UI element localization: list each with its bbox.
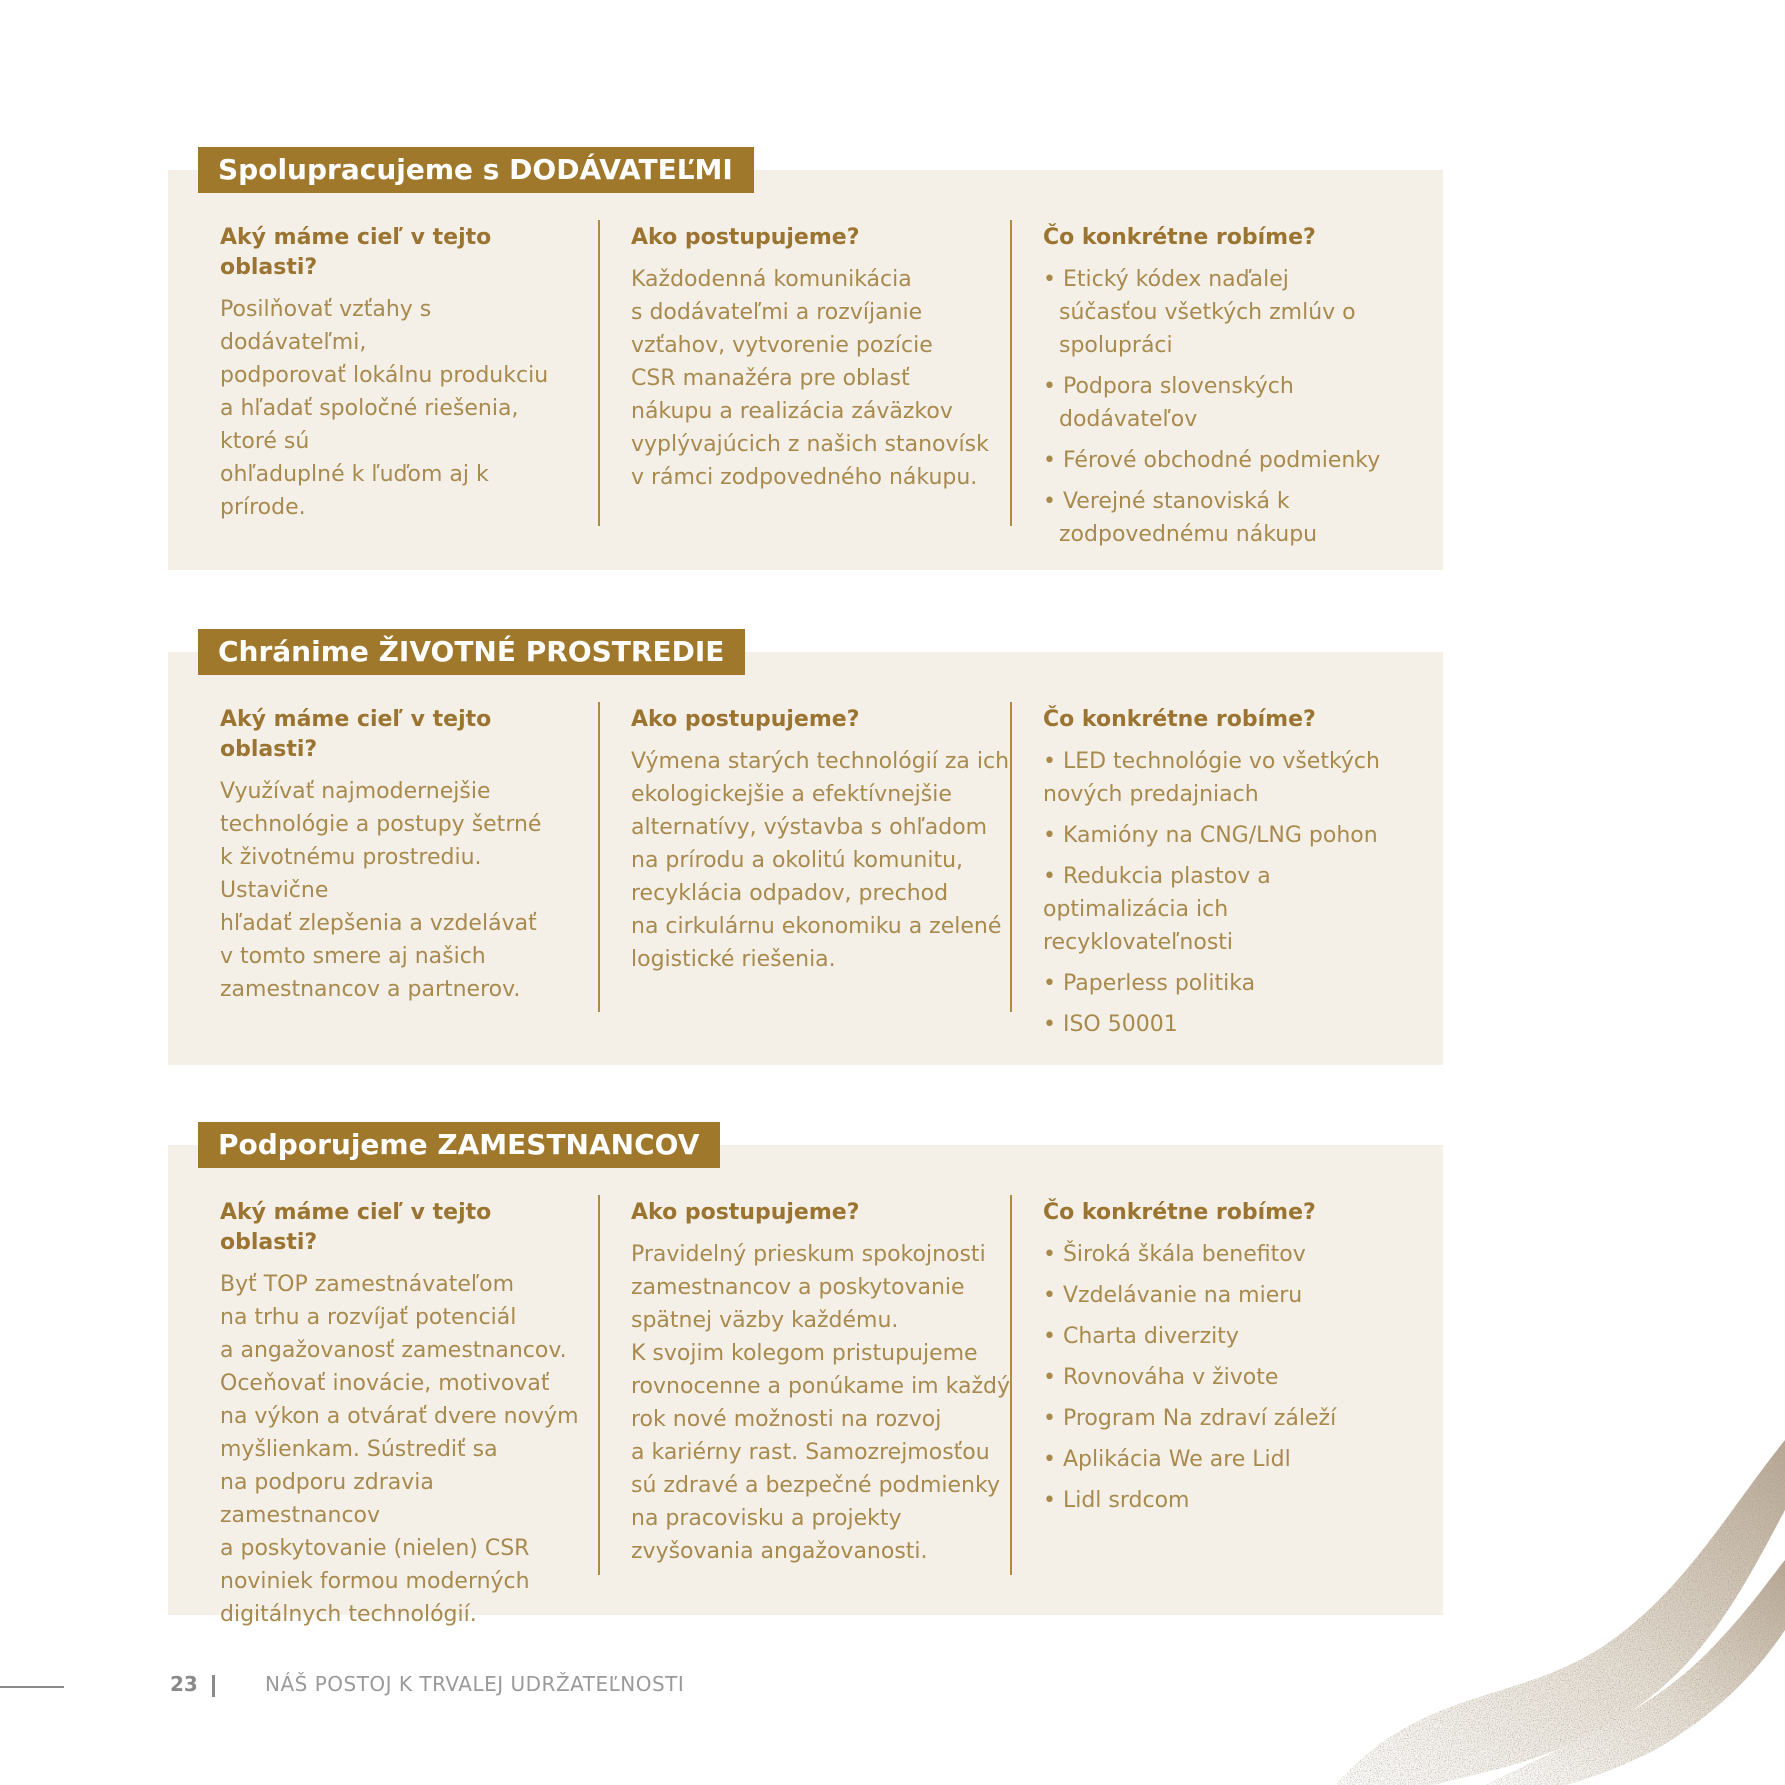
- list-item: • Verejné stanoviská k zodpovednému nákupu: [1043, 489, 1318, 547]
- column-text: Posilňovať vzťahy s dodávateľmi, podporovať lokálnu produkciu a hľadať spoločné riešenia, ktoré sú ohľaduplné k ľuďom aj k prírode.: [220, 297, 549, 520]
- list-item: • LED technológie vo všetkých nových predajniach: [1043, 749, 1380, 807]
- column-divider: [1010, 220, 1012, 526]
- column-divider: [1010, 702, 1012, 1012]
- section-suppliers: [168, 170, 1443, 570]
- section-environment: [168, 652, 1443, 1065]
- list-item: • Paperless politika: [1043, 971, 1256, 996]
- column-heading: Čo konkrétne robíme?: [1043, 1200, 1316, 1225]
- column-text: Byť TOP zamestnávateľom na trhu a rozvíjať potenciál a angažovanosť zamestnancov. Oceňovať inovácie, motivovať na výkon a otvárať dvere novým myšlienkam. Sústrediť sa na podporu zdravia zamestnancov a poskytovanie (nielen) CSR noviniek formou moderných digitálnych technológií.: [220, 1272, 579, 1627]
- column-divider: [598, 220, 600, 526]
- actions-column: [1043, 223, 1388, 559]
- list-item: • Rovnováha v živote: [1043, 1365, 1279, 1390]
- list-item: • Široká škála benefitov: [1043, 1242, 1306, 1267]
- actions-list: [1043, 745, 1398, 1041]
- list-item: • Program Na zdraví záleží: [1043, 1406, 1337, 1431]
- column-heading: Aký máme cieľ v tejto oblasti?: [220, 707, 492, 762]
- list-item: • Aplikácia We are Lidl: [1043, 1447, 1291, 1472]
- column-heading: Ako postupujeme?: [631, 225, 860, 250]
- column-heading: Ako postupujeme?: [631, 707, 860, 732]
- column-text: Výmena starých technológií za ich ekologickejšie a efektívnejšie alternatívy, výstavba s ohľadom na prírodu a okolitú komunitu, recyklácia odpadov, prechod na cirkulárnu ekonomiku a zelené logistické riešenia.: [631, 749, 1010, 972]
- footer-rule: [0, 1686, 64, 1688]
- column-heading: Čo konkrétne robíme?: [1043, 707, 1316, 732]
- column-text: Každodenná komunikácia s dodávateľmi a rozvíjanie vzťahov, vytvorenie pozície CSR manažéra pre oblasť nákupu a realizácia záväzkov vyplývajúcich z našich stanovísk v rámci zodpovedného nákupu.: [631, 267, 989, 490]
- footer-separator: [212, 1675, 215, 1697]
- column-text: Využívať najmodernejšie technológie a postupy šetrné k životnému prostrediu. Ustavične hľadať zlepšenia a vzdelávať v tomto smere aj našich zamestnancov a partnerov.: [220, 779, 542, 1002]
- section-title: Spolupracujeme s DODÁVATEĽMI: [198, 147, 754, 193]
- section-title: Chránime ŽIVOTNÉ PROSTREDIE: [198, 629, 745, 675]
- list-item: • ISO 50001: [1043, 1012, 1178, 1037]
- column-text: Pravidelný prieskum spokojnosti zamestnancov a poskytovanie spätnej väzby každému. K svojim kolegom pristupujeme rovnocenne a ponúkame im každý rok nové možnosti na rozvoj a kariérny rast. Samozrejmosťou sú zdravé a bezpečné podmienky na pracovisku a projekty zvyšovania angažovanosti.: [631, 1242, 1010, 1564]
- column-divider: [598, 1195, 600, 1575]
- list-item: • Kamióny na CNG/LNG pohon: [1043, 823, 1378, 848]
- column-heading: Aký máme cieľ v tejto oblasti?: [220, 225, 492, 280]
- decorative-wave-graphic: [1185, 1385, 1785, 1785]
- list-item: • Etický kódex naďalej súčasťou všetkých zmlúv o spolupráci: [1043, 267, 1356, 358]
- page-number: 23: [170, 1672, 198, 1696]
- actions-list: [1043, 263, 1388, 551]
- column-heading: Ako postupujeme?: [631, 1200, 860, 1225]
- column-divider: [598, 702, 600, 1012]
- footer-title: NÁŠ POSTOJ K TRVALEJ UDRŽATEĽNOSTI: [265, 1672, 685, 1696]
- list-item: • Férové obchodné podmienky: [1043, 448, 1381, 473]
- column-heading: Aký máme cieľ v tejto oblasti?: [220, 1200, 492, 1255]
- goal-column: [220, 1198, 595, 1631]
- list-item: • Charta diverzity: [1043, 1324, 1239, 1349]
- column-divider: [1010, 1195, 1012, 1575]
- goal-column: [220, 223, 580, 524]
- approach-column: [631, 223, 1011, 494]
- column-heading: Čo konkrétne robíme?: [1043, 225, 1316, 250]
- list-item: • Podpora slovenských dodávateľov: [1043, 374, 1294, 432]
- approach-column: [631, 705, 1011, 976]
- section-title: Podporujeme ZAMESTNANCOV: [198, 1122, 720, 1168]
- goal-column: [220, 705, 590, 1006]
- list-item: • Lidl srdcom: [1043, 1488, 1190, 1513]
- actions-column: [1043, 705, 1398, 1049]
- list-item: • Vzdelávanie na mieru: [1043, 1283, 1303, 1308]
- list-item: • Redukcia plastov a optimalizácia ich recyklovateľnosti: [1043, 864, 1271, 955]
- approach-column: [631, 1198, 1011, 1568]
